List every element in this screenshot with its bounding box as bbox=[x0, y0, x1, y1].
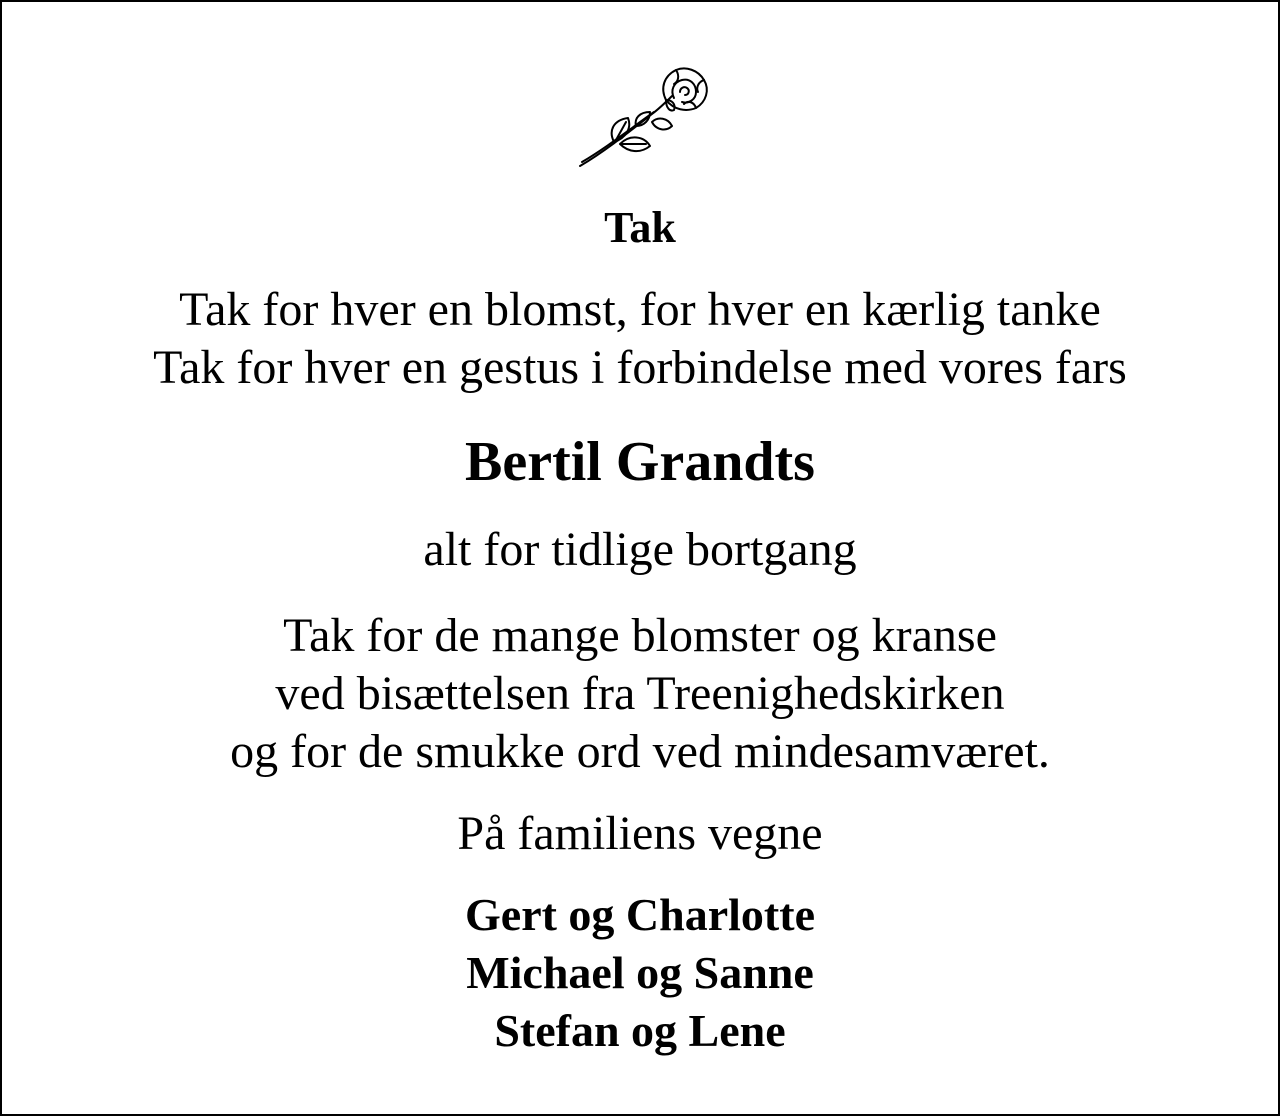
thanks-line-1: Tak for de mange blomster og kranse bbox=[283, 609, 997, 662]
thanks-line-2: ved bisættelsen fra Treenighedskirken bbox=[275, 667, 1005, 720]
deceased-name: Bertil Grandts bbox=[465, 431, 815, 493]
signature-2: Michael og Sanne bbox=[466, 947, 814, 998]
on-behalf: På familiens vegne bbox=[457, 807, 823, 860]
thanks-line-3: og for de smukke ord ved mindesamværet. bbox=[230, 725, 1050, 778]
signature-1: Gert og Charlotte bbox=[465, 889, 815, 940]
subtitle: alt for tidlige bortgang bbox=[423, 523, 857, 576]
heading: Tak bbox=[604, 203, 676, 252]
rose-icon bbox=[574, 62, 714, 174]
signature-3: Stefan og Lene bbox=[494, 1005, 786, 1056]
intro-line-2: Tak for hver en gestus i forbindelse med vores fars bbox=[153, 341, 1127, 394]
intro-line-1: Tak for hver en blomst, for hver en kærlig tanke bbox=[179, 283, 1101, 336]
